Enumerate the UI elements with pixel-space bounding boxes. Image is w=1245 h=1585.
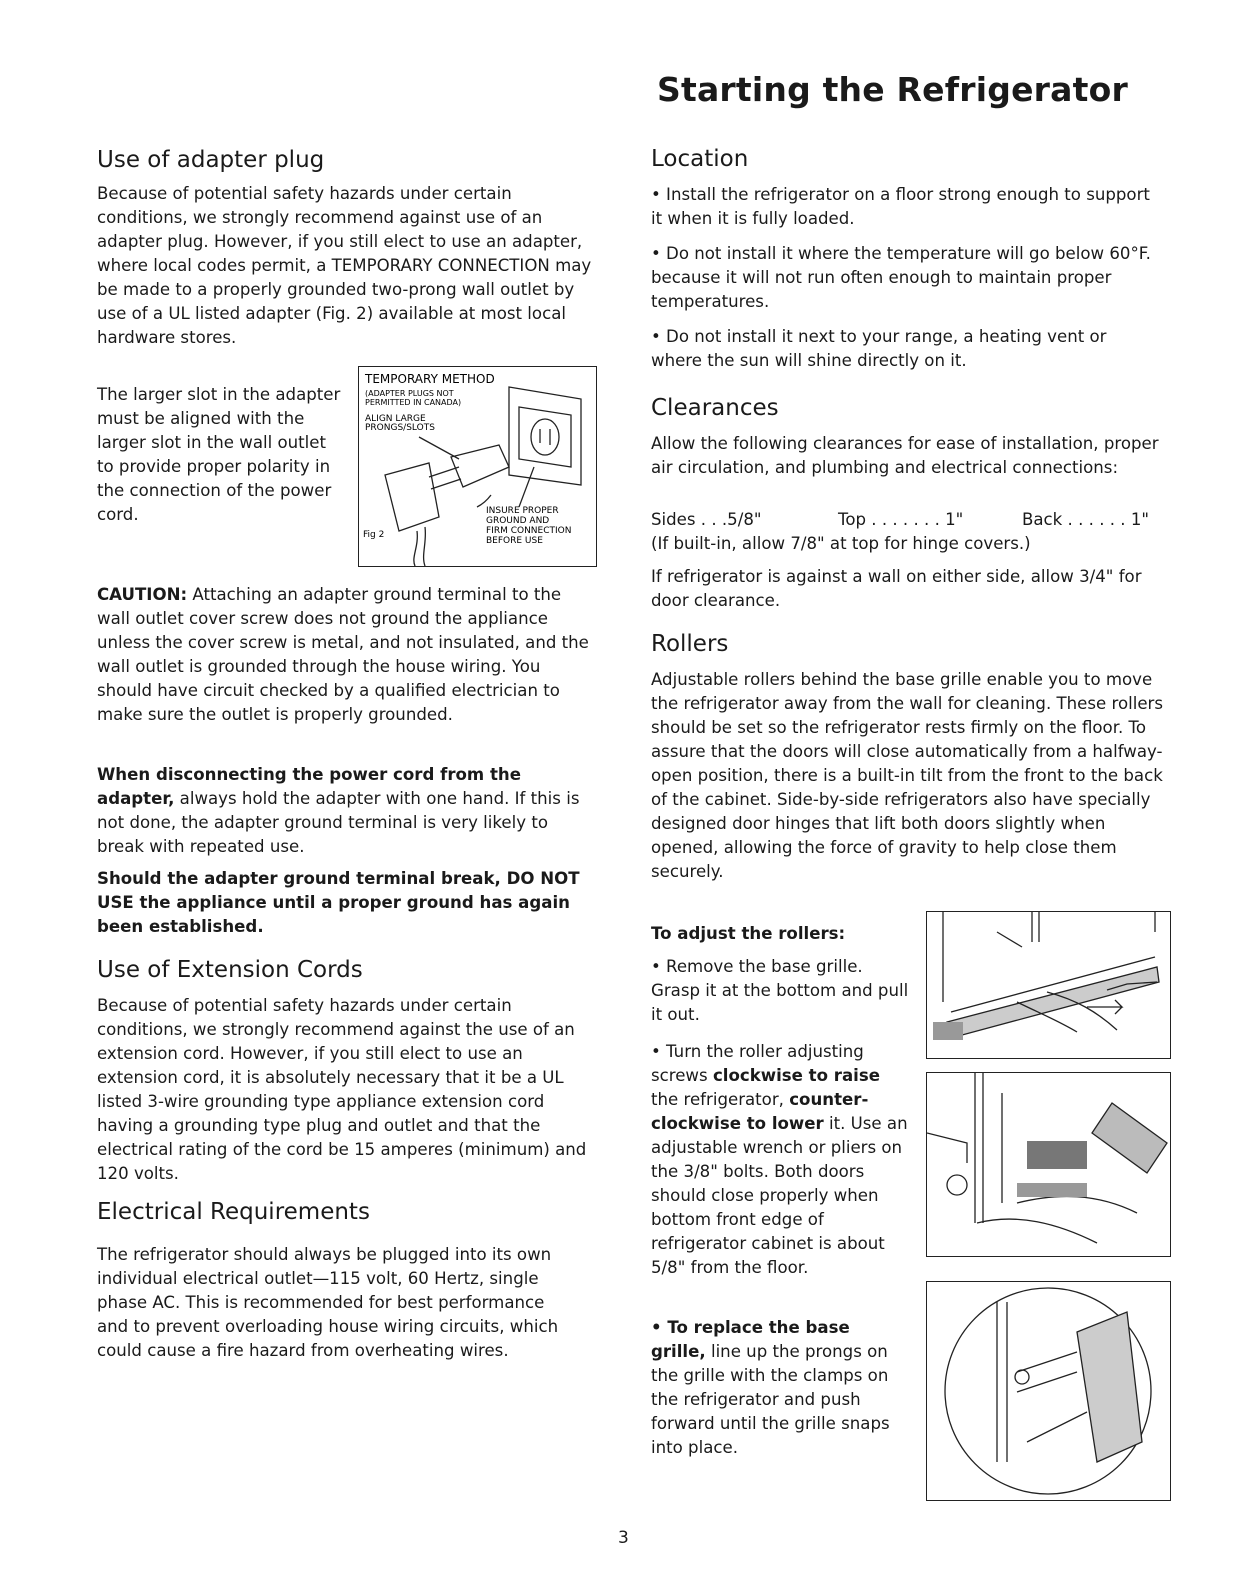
adjust-heading: To adjust the rollers: xyxy=(651,924,846,943)
figure-label: Fig 2 xyxy=(363,530,385,540)
polarity-paragraph: The larger slot in the adapter must be aligned with the larger slot in the wall outlet to provide proper polarity in the connection of the power cord. xyxy=(97,385,341,524)
figure-insure-2: GROUND AND xyxy=(486,516,550,526)
clearance-sides: Sides . . .5/8" xyxy=(651,510,762,529)
clearances-heading: Clearances xyxy=(651,395,779,421)
location-item-1: • Install the refrigerator on a floor strong enough to support it when it is fully loaded. xyxy=(651,185,1150,228)
rollers-heading: Rollers xyxy=(651,631,729,657)
figure-insure-3: FIRM CONNECTION xyxy=(486,526,572,536)
remove-grille-figure xyxy=(926,911,1171,1059)
location-item-2: • Do not install it where the temperature will go below 60°F. because it will not run often enough to maintain proper temperatures. xyxy=(651,244,1151,311)
extension-heading: Use of Extension Cords xyxy=(97,957,363,983)
turn-text-a: • Turn the roller adjusting screws xyxy=(651,1042,864,1085)
rollers-paragraph: Adjustable rollers behind the base grille enable you to move the refrigerator away from the wall for cleaning. These rollers should be set so the refrigerator rests firmly on the floor. To assure that the doors will close automatically from a halfway-open position, there is a built-in tilt from the front to the back of the cabinet. Side-by-side refrigerators also have specially designed door hinges that lift both doors slightly when opened, allowing the force of gravity to help close them securely. xyxy=(651,670,1163,881)
disconnect-text: always hold the adapter with one hand. If this is not done, the adapter ground terminal is very likely to break with repeated use. xyxy=(97,789,580,856)
caution-label: CAUTION: xyxy=(97,585,188,604)
figure-align-1: ALIGN LARGE xyxy=(365,414,426,424)
turn-text-e: it. Use an adjustable wrench or pliers on the 3/8" bolts. Both doors should close properly when bottom front edge of refrigerator cabinet is about 5/8" from the floor. xyxy=(651,1114,908,1277)
turn-text-raise: clockwise to raise xyxy=(712,1066,880,1085)
replace-text: line up the prongs on the grille with the clamps on the refrigerator and push forward until the grille snaps into place. xyxy=(651,1342,890,1457)
caution-paragraph xyxy=(97,583,592,727)
adapter-heading: Use of adapter plug xyxy=(97,147,325,173)
clearances-intro: Allow the following clearances for ease of installation, proper air circulation, and plumbing and electrical connections: xyxy=(651,434,1159,477)
page-title: Starting the Refrigerator xyxy=(657,70,1128,109)
location-item-3: • Do not install it next to your range, a heating vent or where the sun will shine directly on it. xyxy=(651,327,1107,370)
page-number: 3 xyxy=(618,1528,629,1548)
figure-align-2: PRONGS/SLOTS xyxy=(365,423,435,433)
adapter-plug-drawing xyxy=(385,437,534,566)
wall-outlet-drawing xyxy=(509,387,581,485)
clearance-top: Top . . . . . . . 1" xyxy=(838,510,964,529)
caution-text: Attaching an adapter ground terminal to the wall outlet cover screw does not ground the appliance unless the cover screw is metal, and not insulated, and the wall outlet is grounded through the house wiring. You should have circuit checked by a qualified electrician to make sure the outlet is properly grounded. xyxy=(97,585,589,724)
disconnect-paragraph xyxy=(97,763,592,859)
replace-grille-step xyxy=(651,1316,891,1460)
figure-insure-1: INSURE PROPER xyxy=(486,506,559,516)
location-heading: Location xyxy=(651,146,749,172)
disconnect-bold: When disconnecting the power cord from the adapter, xyxy=(97,765,521,808)
replace-grille-figure xyxy=(926,1281,1171,1501)
turn-screws-step xyxy=(651,1040,911,1280)
ground-warning: Should the adapter ground terminal break, DO NOT USE the appliance until a proper ground has again been established. xyxy=(97,869,580,936)
remove-grille-step: • Remove the base grille. Grasp it at the bottom and pull it out. xyxy=(651,957,909,1024)
adjust-screw-figure xyxy=(926,1072,1171,1257)
electrical-paragraph: The refrigerator should always be plugged into its own individual electrical outlet—115 volt, 60 Hertz, single phase AC. This is recommended for best performance and to prevent overloading house wiring circuits, which could cause a fire hazard from overheating wires. xyxy=(97,1245,559,1360)
clearance-builtin: (If built-in, allow 7/8" at top for hinge covers.) xyxy=(651,534,1031,553)
figure-note-1: (ADAPTER PLUGS NOT xyxy=(365,389,454,398)
adapter-paragraph: Because of potential safety hazards under certain conditions, we strongly recommend against use of an adapter plug. However, if you still elect to use an adapter, where local codes permit, a TEMPORARY CONNECTION may be made to a properly grounded two-prong wall outlet by use of a UL listed adapter (Fig. 2) available at most local hardware stores. xyxy=(97,184,592,347)
extension-paragraph: Because of potential safety hazards under certain conditions, we strongly recommend against the use of an extension cord. However, if you still elect to use an extension cord, it is absolutely necessary that it be a UL listed 3-wire grounding type appliance extension cord having a grounding type plug and outlet and that the electrical rating of the cord be 15 amperes (minimum) and 120 volts. xyxy=(97,996,587,1183)
electrical-heading: Electrical Requirements xyxy=(97,1199,370,1225)
turn-text-c: the refrigerator, xyxy=(651,1090,790,1109)
turn-text-lower: counter-clockwise to lower xyxy=(651,1090,869,1133)
figure-note-2: PERMITTED IN CANADA) xyxy=(365,398,462,407)
clearance-wall: If refrigerator is against a wall on either side, allow 3/4" for door clearance. xyxy=(651,567,1142,610)
clearance-back: Back . . . . . . 1" xyxy=(1022,510,1150,529)
figure-insure-4: BEFORE USE xyxy=(486,536,543,546)
adapter-figure xyxy=(358,366,597,567)
figure-title: TEMPORARY METHOD xyxy=(365,372,495,386)
replace-bold: • To replace the base grille, xyxy=(651,1318,850,1361)
